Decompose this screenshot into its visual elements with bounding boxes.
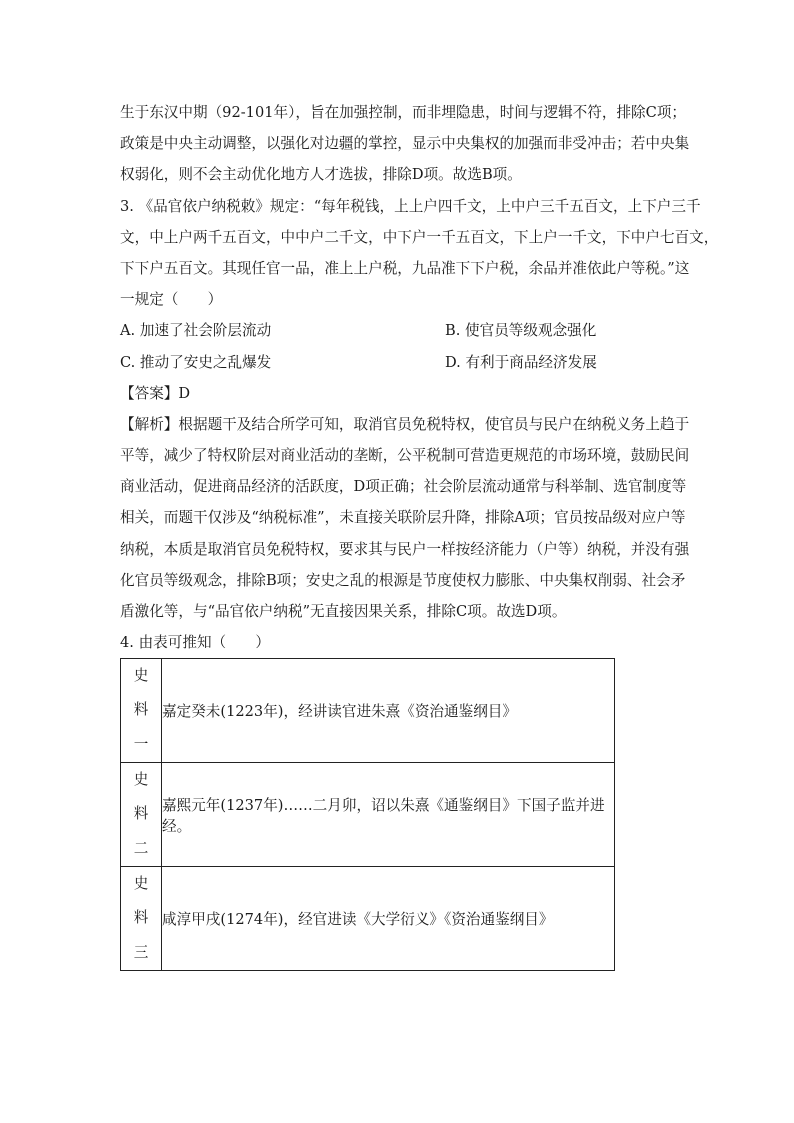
q3-analysis-line: 平等，减少了特权阶层对商业活动的垄断，公平税制可营造更规范的市场环境，鼓励民间 — [120, 447, 690, 465]
row-text: 嘉定癸未(1223年)，经讲读官进朱熹《资治通鉴纲目》 — [162, 659, 615, 763]
q3-analysis-line: 商业活动，促进商品经济的活跃度，D项正确；社会阶层流动通常与科举制、选官制度等 — [120, 478, 687, 496]
q3-answer — [120, 378, 680, 409]
q3-analysis-line: 纳税，本质是取消官员免税特权，要求其与民户一样按经济能力（户等）纳税，并没有强 — [120, 540, 690, 558]
analysis-text: 根据题干及结合所学可知，取消官员免税特权，使官员与民户在纳税义务上趋于 — [178, 415, 690, 433]
table-row — [121, 867, 615, 971]
q3-option-b: B. 使官员等级观念强化 — [445, 322, 597, 340]
q4-stem: 4. 由表可推知（ ） — [120, 634, 270, 652]
table-row — [121, 763, 615, 867]
source-table — [120, 658, 615, 971]
analysis-label: 【解析】 — [120, 415, 179, 433]
q3-options-row-1 — [120, 315, 680, 346]
prev-analysis-line: 权弱化，则不会主动优化地方人才选拔，排除D项。故选B项。 — [120, 166, 522, 184]
row-header: 史 料 三 — [121, 867, 162, 971]
q3-option-a: A. 加速了社会阶层流动 — [120, 322, 272, 340]
answer-value: D — [178, 384, 191, 402]
row-header: 史 料 二 — [121, 763, 162, 867]
row-text: 嘉熙元年(1237年)……二月卯，诏以朱熹《通鉴纲目》下国子监并进经。 — [162, 763, 615, 867]
q3-options-row-2 — [120, 347, 680, 378]
q3-analysis-line: 化官员等级观念，排除B项；安史之乱的根源是节度使权力膨胀、中央集权削弱、社会矛 — [120, 571, 686, 589]
q3-stem-line: 下下户五百文。其现任官一品，准上上户税，九品准下下户税，余品并准依此户等税。”这 — [120, 259, 690, 277]
row-header: 史 料 一 — [121, 659, 162, 763]
q3-option-c: C. 推动了安史之乱爆发 — [120, 353, 272, 371]
q3-option-d: D. 有利于商品经济发展 — [445, 353, 597, 371]
q3-analysis-line — [120, 409, 690, 440]
q3-analysis-line: 盾激化等，与“品官依户纳税”无直接因果关系，排除C项。故选D项。 — [120, 603, 567, 620]
q3-stem-line: 文，中上户两千五百文，中中户二千文，中下户一千五百文，下上户一千文，下中户七百文， — [120, 228, 719, 246]
prev-analysis-line: 政策是中央主动调整，以强化对边疆的掌控，显示中央集权的加强而非受冲击；若中央集 — [120, 135, 690, 153]
table-row — [121, 659, 615, 763]
document-body — [120, 97, 719, 658]
q3-analysis-line: 相关，而题干仅涉及“纳税标准”，未直接关联阶层升降，排除A项；官员按品级对应户等 — [120, 509, 686, 527]
answer-label: 【答案】 — [120, 384, 179, 402]
q3-stem-line: 3. 《品官依户纳税敕》规定：“每年税钱，上上户四千文，上中户三千五百文，上下户三千 — [120, 197, 701, 215]
prev-analysis-line: 生于东汉中期（92-101年），旨在加强控制，而非埋隐患，时间与逻辑不符，排除C项； — [120, 104, 687, 121]
row-text: 咸淳甲戌(1274年)，经官进读《大学衍义》《资治通鉴纲目》 — [162, 867, 615, 971]
q3-stem-line: 一规定（ ） — [120, 291, 223, 309]
